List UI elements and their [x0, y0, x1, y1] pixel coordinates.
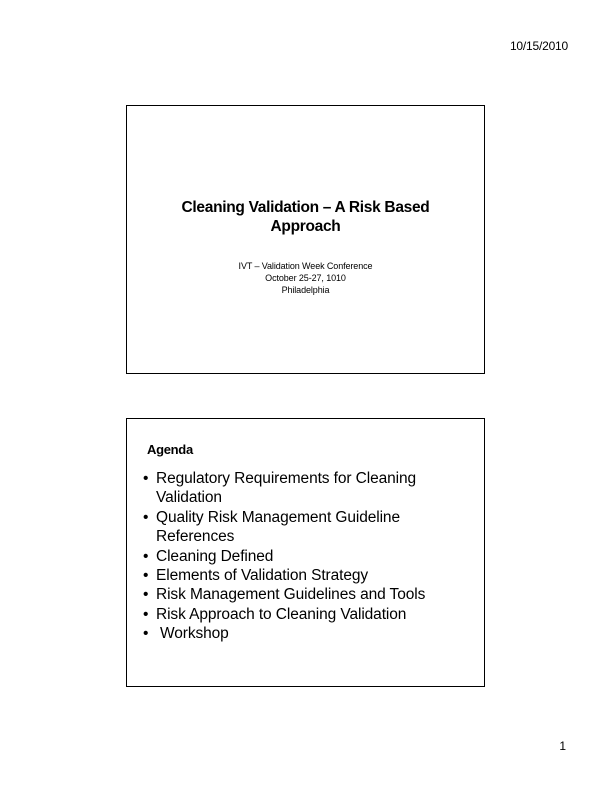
agenda-item [143, 469, 474, 508]
page-date: 10/15/2010 [509, 39, 568, 53]
slide-title [127, 198, 484, 236]
agenda-item [143, 547, 474, 566]
agenda-item [143, 624, 474, 643]
page-number: 1 [559, 739, 566, 753]
agenda-item-text: Risk Management Guidelines and Tools [156, 586, 426, 604]
agenda-item-text: Regulatory Requirements for Cleaning [156, 470, 417, 487]
agenda-item-text: References [156, 528, 235, 546]
agenda-item-text: Cleaning Defined [156, 547, 274, 565]
title-slide [126, 105, 485, 374]
agenda-item [143, 566, 474, 585]
agenda-item-text: Risk Approach to Cleaning Validation [156, 605, 407, 623]
bullet-icon: • [143, 470, 149, 487]
slide-subtitle [127, 260, 484, 296]
agenda-item-text: Elements of Validation Strategy [156, 567, 369, 585]
agenda-item-text: Workshop [160, 625, 229, 643]
agenda-item [143, 605, 474, 624]
agenda-item [143, 508, 474, 547]
bullet-icon: • [143, 625, 149, 643]
bullet-icon: • [143, 586, 149, 604]
bullet-icon: • [143, 508, 149, 526]
conference-dates: October 25-27, 1010 [265, 273, 346, 283]
agenda-item [143, 585, 474, 604]
conference-name: IVT – Validation Week Conference [238, 261, 373, 271]
agenda-item-text: Quality Risk Management Guideline [156, 508, 400, 526]
agenda-heading: Agenda [147, 442, 193, 457]
slide-title-line: Cleaning Validation – A Risk Based [181, 199, 430, 216]
bullet-icon: • [143, 547, 149, 565]
slide-title-line: Approach [270, 218, 341, 235]
conference-location: Philadelphia [281, 285, 330, 295]
bullet-icon: • [143, 605, 149, 623]
agenda-item-text: Validation [156, 489, 222, 507]
bullet-icon: • [143, 567, 149, 585]
agenda-slide [126, 418, 485, 687]
agenda-list [143, 469, 474, 644]
